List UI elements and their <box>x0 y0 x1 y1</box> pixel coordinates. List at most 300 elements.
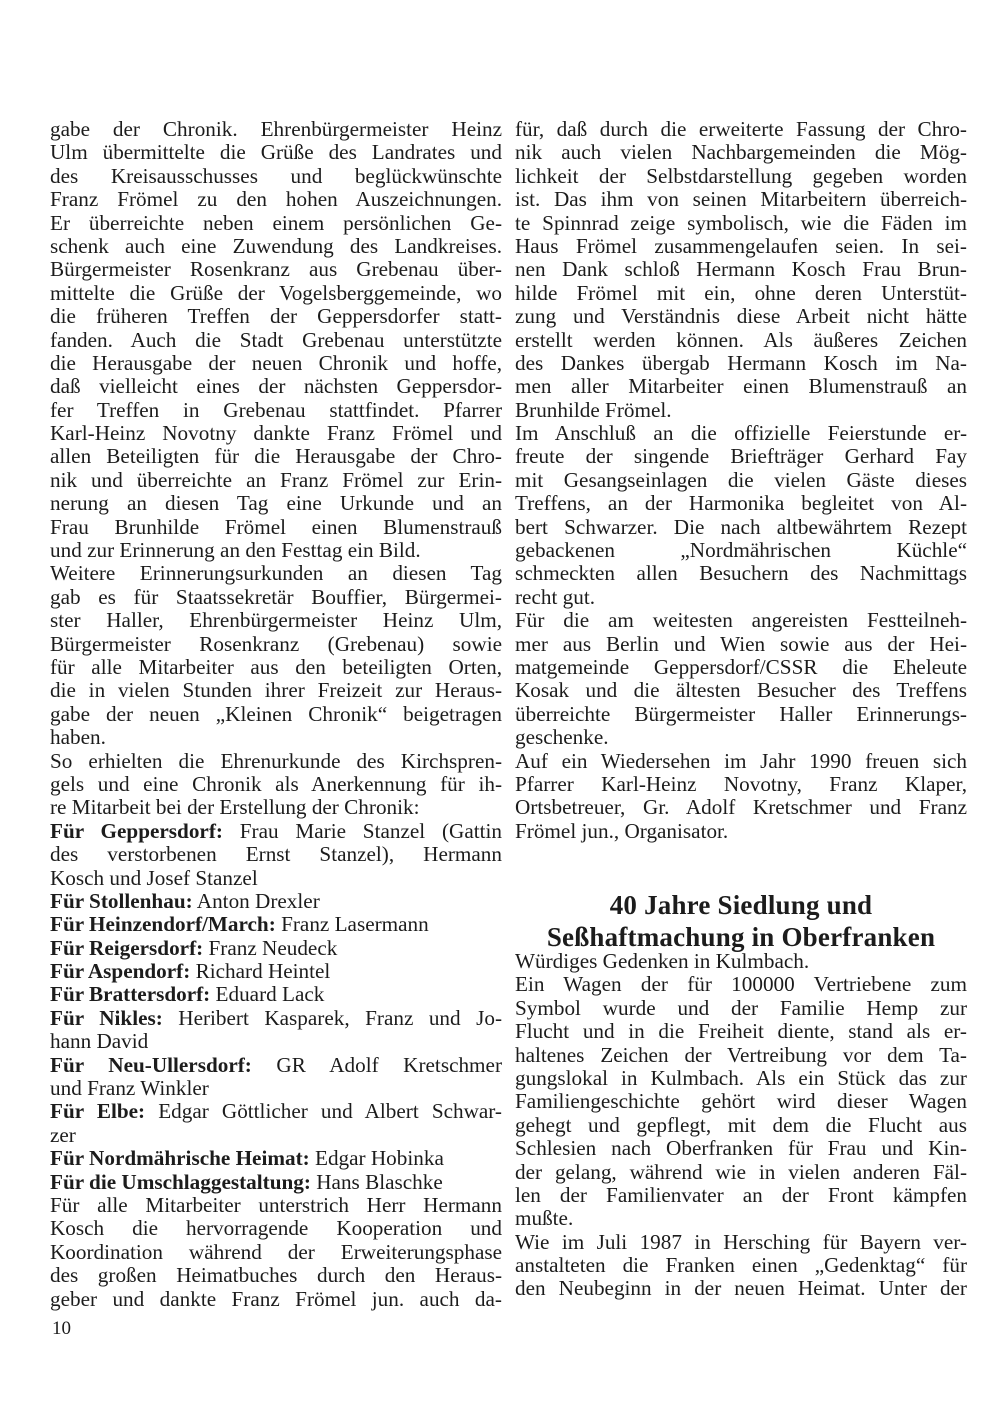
text-line <box>50 656 502 679</box>
text-line <box>515 1114 967 1137</box>
text-line <box>515 329 967 352</box>
text-line <box>50 1194 502 1217</box>
text-line <box>50 282 502 305</box>
text-line-content <box>515 492 967 515</box>
text-line-content <box>50 1217 502 1240</box>
text-line-content <box>515 656 967 679</box>
text-line <box>515 539 967 562</box>
text-line <box>515 633 967 656</box>
text-line <box>50 1030 502 1053</box>
text-span: schmeckten allen Besuchern des Nachmittags <box>515 561 967 586</box>
text-line-content <box>50 141 502 164</box>
text-span: allen Beteiligten für die Herausgabe der Chro- <box>50 444 502 469</box>
text-span: überreichte Bürgermeister Haller Erinnerungs- <box>515 701 967 726</box>
text-span: Hans Blaschke <box>310 1169 443 1194</box>
text-line <box>515 399 967 422</box>
bold-label: Für Aspendorf: <box>50 959 191 984</box>
text-line-content <box>515 118 967 141</box>
text-line-content <box>50 750 502 773</box>
text-span: Karl-Heinz Novotny dankte Franz Frömel und <box>50 421 502 446</box>
text-line-content <box>515 633 967 656</box>
text-span: freute der singende Briefträger Gerhard Fay <box>515 444 967 469</box>
page-number: 10 <box>52 1318 71 1339</box>
text-line <box>50 516 502 539</box>
text-span: nik auch vielen Nachbargemeinden die Mög- <box>515 140 967 165</box>
text-span: mit Gesangseinlagen die vielen Gäste dieses <box>515 467 967 492</box>
text-line-content <box>50 843 502 866</box>
text-line-content <box>50 796 502 819</box>
text-line <box>50 212 502 235</box>
text-line <box>50 586 502 609</box>
text-line-content <box>50 258 502 281</box>
text-line-content <box>50 960 502 983</box>
bold-label: Für die Umschlaggestaltung: <box>50 1169 311 1194</box>
text-span: recht gut. <box>515 584 596 609</box>
text-line-content <box>515 165 967 188</box>
text-line-content <box>50 375 502 398</box>
text-span: nik und überreichte an Franz Frömel zur Erin- <box>50 467 502 492</box>
text-line <box>515 950 967 973</box>
text-line <box>515 165 967 188</box>
text-span: Franz Frömel zu den hohen Auszeichnungen. <box>50 187 502 212</box>
text-span: Schlesien nach Oberfranken für Frau und Kin- <box>515 1136 967 1161</box>
text-line-content <box>50 212 502 235</box>
text-line <box>515 469 967 492</box>
article-heading-line-1: 40 Jahre Siedlung und <box>609 890 873 921</box>
bold-label: Für Elbe: <box>50 1099 146 1124</box>
text-line <box>515 586 967 609</box>
text-line-content <box>515 562 967 585</box>
text-span: So erhielten die Ehrenurkunde des Kirchspren- <box>50 748 502 773</box>
text-span: re Mitarbeit bei der Erstellung der Chronik: <box>50 795 420 820</box>
text-span: Kosch die hervorragende Kooperation und <box>50 1216 502 1241</box>
text-line-content <box>515 1090 967 1113</box>
text-line-content <box>50 1124 502 1147</box>
text-line <box>50 235 502 258</box>
text-line <box>50 843 502 866</box>
text-span: Weitere Erinnerungsurkunden an diesen Tag <box>50 561 502 586</box>
text-line-content <box>50 445 502 468</box>
text-line <box>515 1231 967 1254</box>
text-span: Bürgermeister Rosenkranz (Grebenau) sowie <box>50 631 502 656</box>
text-line <box>515 1254 967 1277</box>
text-line <box>50 726 502 749</box>
text-line <box>515 773 967 796</box>
text-line-content <box>515 282 967 305</box>
text-line <box>50 399 502 422</box>
text-span: Kosch und Josef Stanzel <box>50 865 258 890</box>
text-span: gabe der Chronik. Ehrenbürgermeister Heinz <box>50 117 502 141</box>
text-line <box>515 352 967 375</box>
text-line-content <box>515 586 967 609</box>
text-line <box>515 282 967 305</box>
text-span: Bürgermeister Rosenkranz aus Grebenau über- <box>50 257 502 282</box>
text-line <box>50 562 502 585</box>
text-span: schenk auch eine Zuwendung des Landkreises. <box>50 233 502 258</box>
text-line <box>515 1067 967 1090</box>
text-line <box>50 773 502 796</box>
text-span: die früheren Treffen der Geppersdorfer statt- <box>50 304 502 329</box>
text-line <box>515 492 967 515</box>
text-line-content <box>515 235 967 258</box>
text-line-content <box>515 1161 967 1184</box>
text-span: für, daß durch die erweiterte Fassung der Chro- <box>515 117 967 141</box>
text-line <box>50 1147 502 1170</box>
text-span: Im Anschluß an die offizielle Feierstunde er- <box>515 421 967 446</box>
text-line <box>515 726 967 749</box>
text-line-content <box>50 867 502 890</box>
text-span: Frau Marie Stanzel (Gattin <box>222 818 502 843</box>
text-span: len der Familienvater an der Front kämpfen <box>515 1182 967 1207</box>
text-line <box>50 1077 502 1100</box>
text-line <box>50 1100 502 1123</box>
text-line-content <box>515 973 967 996</box>
text-span: gungslokal in Kulmbach. Als ein Stück das zur <box>515 1065 967 1090</box>
text-line-content <box>515 679 967 702</box>
text-line <box>515 1020 967 1043</box>
text-line-content <box>50 1171 502 1194</box>
text-span: daß vielleicht eines der nächsten Geppersdor- <box>50 374 502 399</box>
text-line-content <box>50 329 502 352</box>
text-line-content <box>50 422 502 445</box>
text-span: geschenke. <box>515 725 609 750</box>
text-line <box>515 1044 967 1067</box>
text-line <box>50 492 502 515</box>
text-line-content <box>515 329 967 352</box>
text-span: nen Dank schloß Hermann Kosch Frau Brun- <box>515 257 967 282</box>
text-line-content <box>50 586 502 609</box>
text-line-content <box>515 1020 967 1043</box>
text-line <box>515 118 967 141</box>
text-line-content <box>515 609 967 632</box>
text-span: hilde Frömel mit ein, ohne deren Unterstüt- <box>515 280 967 305</box>
text-line-content <box>50 913 502 936</box>
text-line-content <box>515 258 967 281</box>
bold-label: Für Geppersdorf: <box>50 818 223 843</box>
text-span: Auf ein Wiedersehen im Jahr 1990 freuen sich <box>515 748 967 773</box>
text-span: Edgar Göttlicher und Albert Schwar- <box>145 1099 502 1124</box>
text-span: haltenes Zeichen der Vertreibung vor dem Ta- <box>515 1042 967 1067</box>
text-line <box>50 1288 502 1311</box>
text-line-content <box>50 1007 502 1030</box>
bold-label: Für Reigersdorf: <box>50 935 204 960</box>
text-line <box>515 141 967 164</box>
text-line-content <box>50 1054 502 1077</box>
text-line-content <box>50 656 502 679</box>
text-span: für alle Mitarbeiter aus den beteiligten Orten, <box>50 654 502 679</box>
text-line-content <box>50 235 502 258</box>
text-span: Richard Heintel <box>190 959 331 984</box>
text-line <box>515 1161 967 1184</box>
text-line <box>515 1090 967 1113</box>
text-line <box>515 1184 967 1207</box>
text-line <box>515 796 967 819</box>
text-line-content <box>50 609 502 632</box>
text-span: Er überreichte neben einem persönlichen Ge- <box>50 210 502 235</box>
article-heading-line-2: Seßhaftmachung in Oberfranken <box>546 922 936 953</box>
text-line <box>50 118 502 141</box>
text-line-content <box>515 305 967 328</box>
text-span: erstellt werden können. Als äußeres Zeichen <box>515 327 967 352</box>
text-line <box>50 890 502 913</box>
text-span: Eduard Lack <box>210 982 325 1007</box>
text-span: Anton Drexler <box>192 888 320 913</box>
text-span: der gelang, während wie in vielen anderen Fäl- <box>515 1159 967 1184</box>
text-line-content <box>50 492 502 515</box>
text-line <box>50 703 502 726</box>
text-line <box>50 913 502 936</box>
text-line <box>50 445 502 468</box>
text-line <box>50 539 502 562</box>
text-span: Franz Lasermann <box>275 912 429 937</box>
text-line <box>515 656 967 679</box>
text-line <box>515 820 967 843</box>
text-line <box>50 305 502 328</box>
text-line <box>50 960 502 983</box>
text-span: Ortsbetreuer, Gr. Adolf Kretschmer und Franz <box>515 795 967 820</box>
text-span: gebackenen „Nordmährischen Küchle“ <box>515 538 967 563</box>
text-line-content <box>515 1254 967 1277</box>
bold-label: Für Brattersdorf: <box>50 982 211 1007</box>
text-line <box>50 820 502 843</box>
text-line <box>50 329 502 352</box>
text-line-content <box>50 937 502 960</box>
text-line-content <box>50 118 502 141</box>
text-span: zer <box>50 1122 76 1147</box>
text-line-content <box>515 950 967 973</box>
text-line-content <box>50 352 502 375</box>
text-span: gehegt und gepflegt, mit dem die Flucht aus <box>515 1112 967 1137</box>
text-line <box>50 679 502 702</box>
text-span: gels und eine Chronik als Anerkennung für ih- <box>50 771 502 796</box>
text-line-content <box>515 820 967 843</box>
text-span: fer Treffen in Grebenau stattfindet. Pfarrer <box>50 397 502 422</box>
text-line <box>515 188 967 211</box>
text-line <box>515 679 967 702</box>
bold-label: Für Nikles: <box>50 1005 163 1030</box>
right-column-continuation <box>515 118 967 843</box>
text-span: Wie im Juli 1987 in Hersching für Bayern ver- <box>515 1229 967 1254</box>
text-line-content <box>50 820 502 843</box>
text-line <box>50 867 502 890</box>
text-span: Frömel jun., Organisator. <box>515 818 729 843</box>
text-line <box>515 445 967 468</box>
text-span: fanden. Auch die Stadt Grebenau unterstützte <box>50 327 502 352</box>
text-span: Koordination während der Erweiterungsphase <box>50 1239 502 1264</box>
text-line-content <box>50 1264 502 1287</box>
text-line-content <box>50 399 502 422</box>
text-line <box>515 516 967 539</box>
text-line-content <box>50 983 502 1006</box>
text-line <box>50 1264 502 1287</box>
text-line-content <box>515 445 967 468</box>
text-line-content <box>50 726 502 749</box>
text-span: anstalteten die Franken einen „Gedenktag“ für <box>515 1253 967 1278</box>
text-span: und Franz Winkler <box>50 1076 209 1101</box>
text-line <box>50 258 502 281</box>
text-line <box>515 997 967 1020</box>
text-line-content <box>515 1114 967 1137</box>
text-span: des großen Heimatbuches durch den Heraus- <box>50 1263 502 1288</box>
text-line <box>515 422 967 445</box>
text-line <box>515 212 967 235</box>
bold-label: Für Nordmährische Heimat: <box>50 1146 310 1171</box>
text-line <box>515 562 967 585</box>
text-span: Familiengeschichte gehört wird dieser Wagen <box>515 1089 967 1114</box>
text-line-content <box>515 703 967 726</box>
text-line-content <box>515 188 967 211</box>
text-line-content <box>515 375 967 398</box>
text-span: hann David <box>50 1029 149 1054</box>
text-line-content <box>50 633 502 656</box>
text-line <box>50 937 502 960</box>
text-line-content <box>50 305 502 328</box>
text-span: ist. Das ihm von seinen Mitarbeitern überreich- <box>515 187 967 212</box>
text-span: Ulm übermittelte die Grüße des Landrates und <box>50 140 502 165</box>
text-line-content <box>515 422 967 445</box>
text-line-content <box>515 773 967 796</box>
text-line-content <box>50 282 502 305</box>
text-line <box>515 258 967 281</box>
text-line <box>515 305 967 328</box>
text-line-content <box>50 1194 502 1217</box>
text-line-content <box>515 1137 967 1160</box>
text-span: Haus Frömel zusammengelaufen seien. In sei- <box>515 233 967 258</box>
text-line-content <box>50 679 502 702</box>
text-line <box>50 796 502 819</box>
text-line <box>515 375 967 398</box>
bold-label: Für Neu-Ullersdorf: <box>50 1052 252 1077</box>
text-span: Für die am weitesten angereisten Festteilneh- <box>515 608 967 633</box>
text-span: Kosak und die ältesten Besucher des Treffens <box>515 678 967 703</box>
text-line-content <box>515 726 967 749</box>
text-span: Treffens, an der Harmonika begleitet von Al- <box>515 491 967 516</box>
text-line <box>515 1207 967 1230</box>
text-line-content <box>50 165 502 188</box>
text-line <box>50 633 502 656</box>
text-span: geber und dankte Franz Frömel jun. auch da- <box>50 1286 502 1311</box>
left-column <box>50 118 502 1311</box>
text-span: des Dankes übergab Hermann Kosch im Na- <box>515 350 967 375</box>
text-span: gab es für Staatssekretär Bouffier, Bürgermei- <box>50 584 502 609</box>
text-line <box>50 352 502 375</box>
text-line-content <box>50 188 502 211</box>
text-span: des verstorbenen Ernst Stanzel), Hermann <box>50 842 502 867</box>
text-line-content <box>50 1241 502 1264</box>
text-line <box>50 1217 502 1240</box>
text-span: gabe der neuen „Kleinen Chronik“ beigetragen <box>50 701 502 726</box>
text-span: und zur Erinnerung an den Festtag ein Bild. <box>50 538 421 563</box>
text-span: mittelte die Grüße der Vogelsberggemeinde, wo <box>50 280 502 305</box>
text-span: GR Adolf Kretschmer <box>251 1052 503 1077</box>
text-line-content <box>50 1288 502 1311</box>
text-line-content <box>50 1077 502 1100</box>
text-line <box>50 983 502 1006</box>
text-line-content <box>50 890 502 913</box>
text-line <box>515 609 967 632</box>
text-span: die in vielen Stunden ihrer Freizeit zur Heraus- <box>50 678 502 703</box>
text-line <box>515 750 967 773</box>
text-span: te Spinnrad zeige symbolisch, wie die Fäden im <box>515 210 967 235</box>
text-span: Würdiges Gedenken in Kulmbach. <box>515 949 810 973</box>
text-span: den Neubeginn in der neuen Heimat. Unter der <box>515 1276 967 1301</box>
text-span: mer aus Berlin und Wien sowie aus der Hei- <box>515 631 967 656</box>
text-line <box>50 141 502 164</box>
text-line-content <box>515 212 967 235</box>
text-line-content <box>50 773 502 796</box>
text-span: Heribert Kasparek, Franz und Jo- <box>162 1005 502 1030</box>
text-span: zung und Verständnis diese Arbeit nicht hätte <box>515 304 967 329</box>
text-span: Pfarrer Karl-Heinz Novotny, Franz Klaper, <box>515 771 967 796</box>
text-line <box>515 703 967 726</box>
text-span: Für alle Mitarbeiter unterstrich Herr Hermann <box>50 1192 502 1217</box>
text-span: die Herausgabe der neuen Chronik und hoffe, <box>50 350 502 375</box>
text-line-content <box>515 399 967 422</box>
text-line-content <box>515 1277 967 1300</box>
text-span: men aller Mitarbeiter einen Blumenstrauß an <box>515 374 967 399</box>
text-line-content <box>50 469 502 492</box>
text-line <box>50 750 502 773</box>
text-span: matgemeinde Geppersdorf/CSSR die Eheleute <box>515 654 967 679</box>
bold-label: Für Heinzendorf/March: <box>50 912 276 937</box>
text-line <box>50 422 502 445</box>
text-span: Flucht und in die Freiheit diente, stand als er- <box>515 1019 967 1044</box>
text-span: nerung an diesen Tag eine Urkunde und an <box>50 491 502 516</box>
text-line-content <box>515 1207 967 1230</box>
text-line <box>50 469 502 492</box>
text-line <box>50 1124 502 1147</box>
text-span: ster Haller, Ehrenbürgermeister Heinz Ulm, <box>50 608 502 633</box>
right-column-article <box>515 950 967 1301</box>
text-line-content <box>50 562 502 585</box>
text-line-content <box>50 703 502 726</box>
text-span: Frau Brunhilde Frömel einen Blumenstrauß <box>50 514 502 539</box>
text-span: mußte. <box>515 1206 574 1231</box>
text-line-content <box>50 1100 502 1123</box>
text-span: Ein Wagen der für 100000 Vertriebene zum <box>515 972 967 997</box>
text-line <box>50 1054 502 1077</box>
text-span: Edgar Hobinka <box>309 1146 444 1171</box>
text-line-content <box>515 997 967 1020</box>
text-line-content <box>515 1067 967 1090</box>
bold-label: Für Stollenhau: <box>50 888 193 913</box>
text-line <box>515 235 967 258</box>
text-line-content <box>515 539 967 562</box>
text-line <box>50 609 502 632</box>
text-line <box>515 1277 967 1300</box>
text-line-content <box>515 796 967 819</box>
text-line <box>50 1007 502 1030</box>
text-span: Franz Neudeck <box>203 935 338 960</box>
text-line <box>50 188 502 211</box>
text-line <box>50 1171 502 1194</box>
text-span: des Kreisausschusses und beglückwünschte <box>50 163 502 188</box>
text-line-content <box>515 1184 967 1207</box>
text-span: lichkeit der Selbstdarstellung gegeben worden <box>515 163 967 188</box>
text-line-content <box>515 516 967 539</box>
text-line <box>50 165 502 188</box>
text-span: Brunhilde Frömel. <box>515 397 672 422</box>
text-line-content <box>515 750 967 773</box>
text-line-content <box>50 1030 502 1053</box>
text-line-content <box>50 1147 502 1170</box>
text-line-content <box>515 1044 967 1067</box>
text-line-content <box>515 352 967 375</box>
text-line <box>515 973 967 996</box>
article-heading <box>515 889 967 953</box>
text-line-content <box>515 141 967 164</box>
text-line-content <box>515 1231 967 1254</box>
